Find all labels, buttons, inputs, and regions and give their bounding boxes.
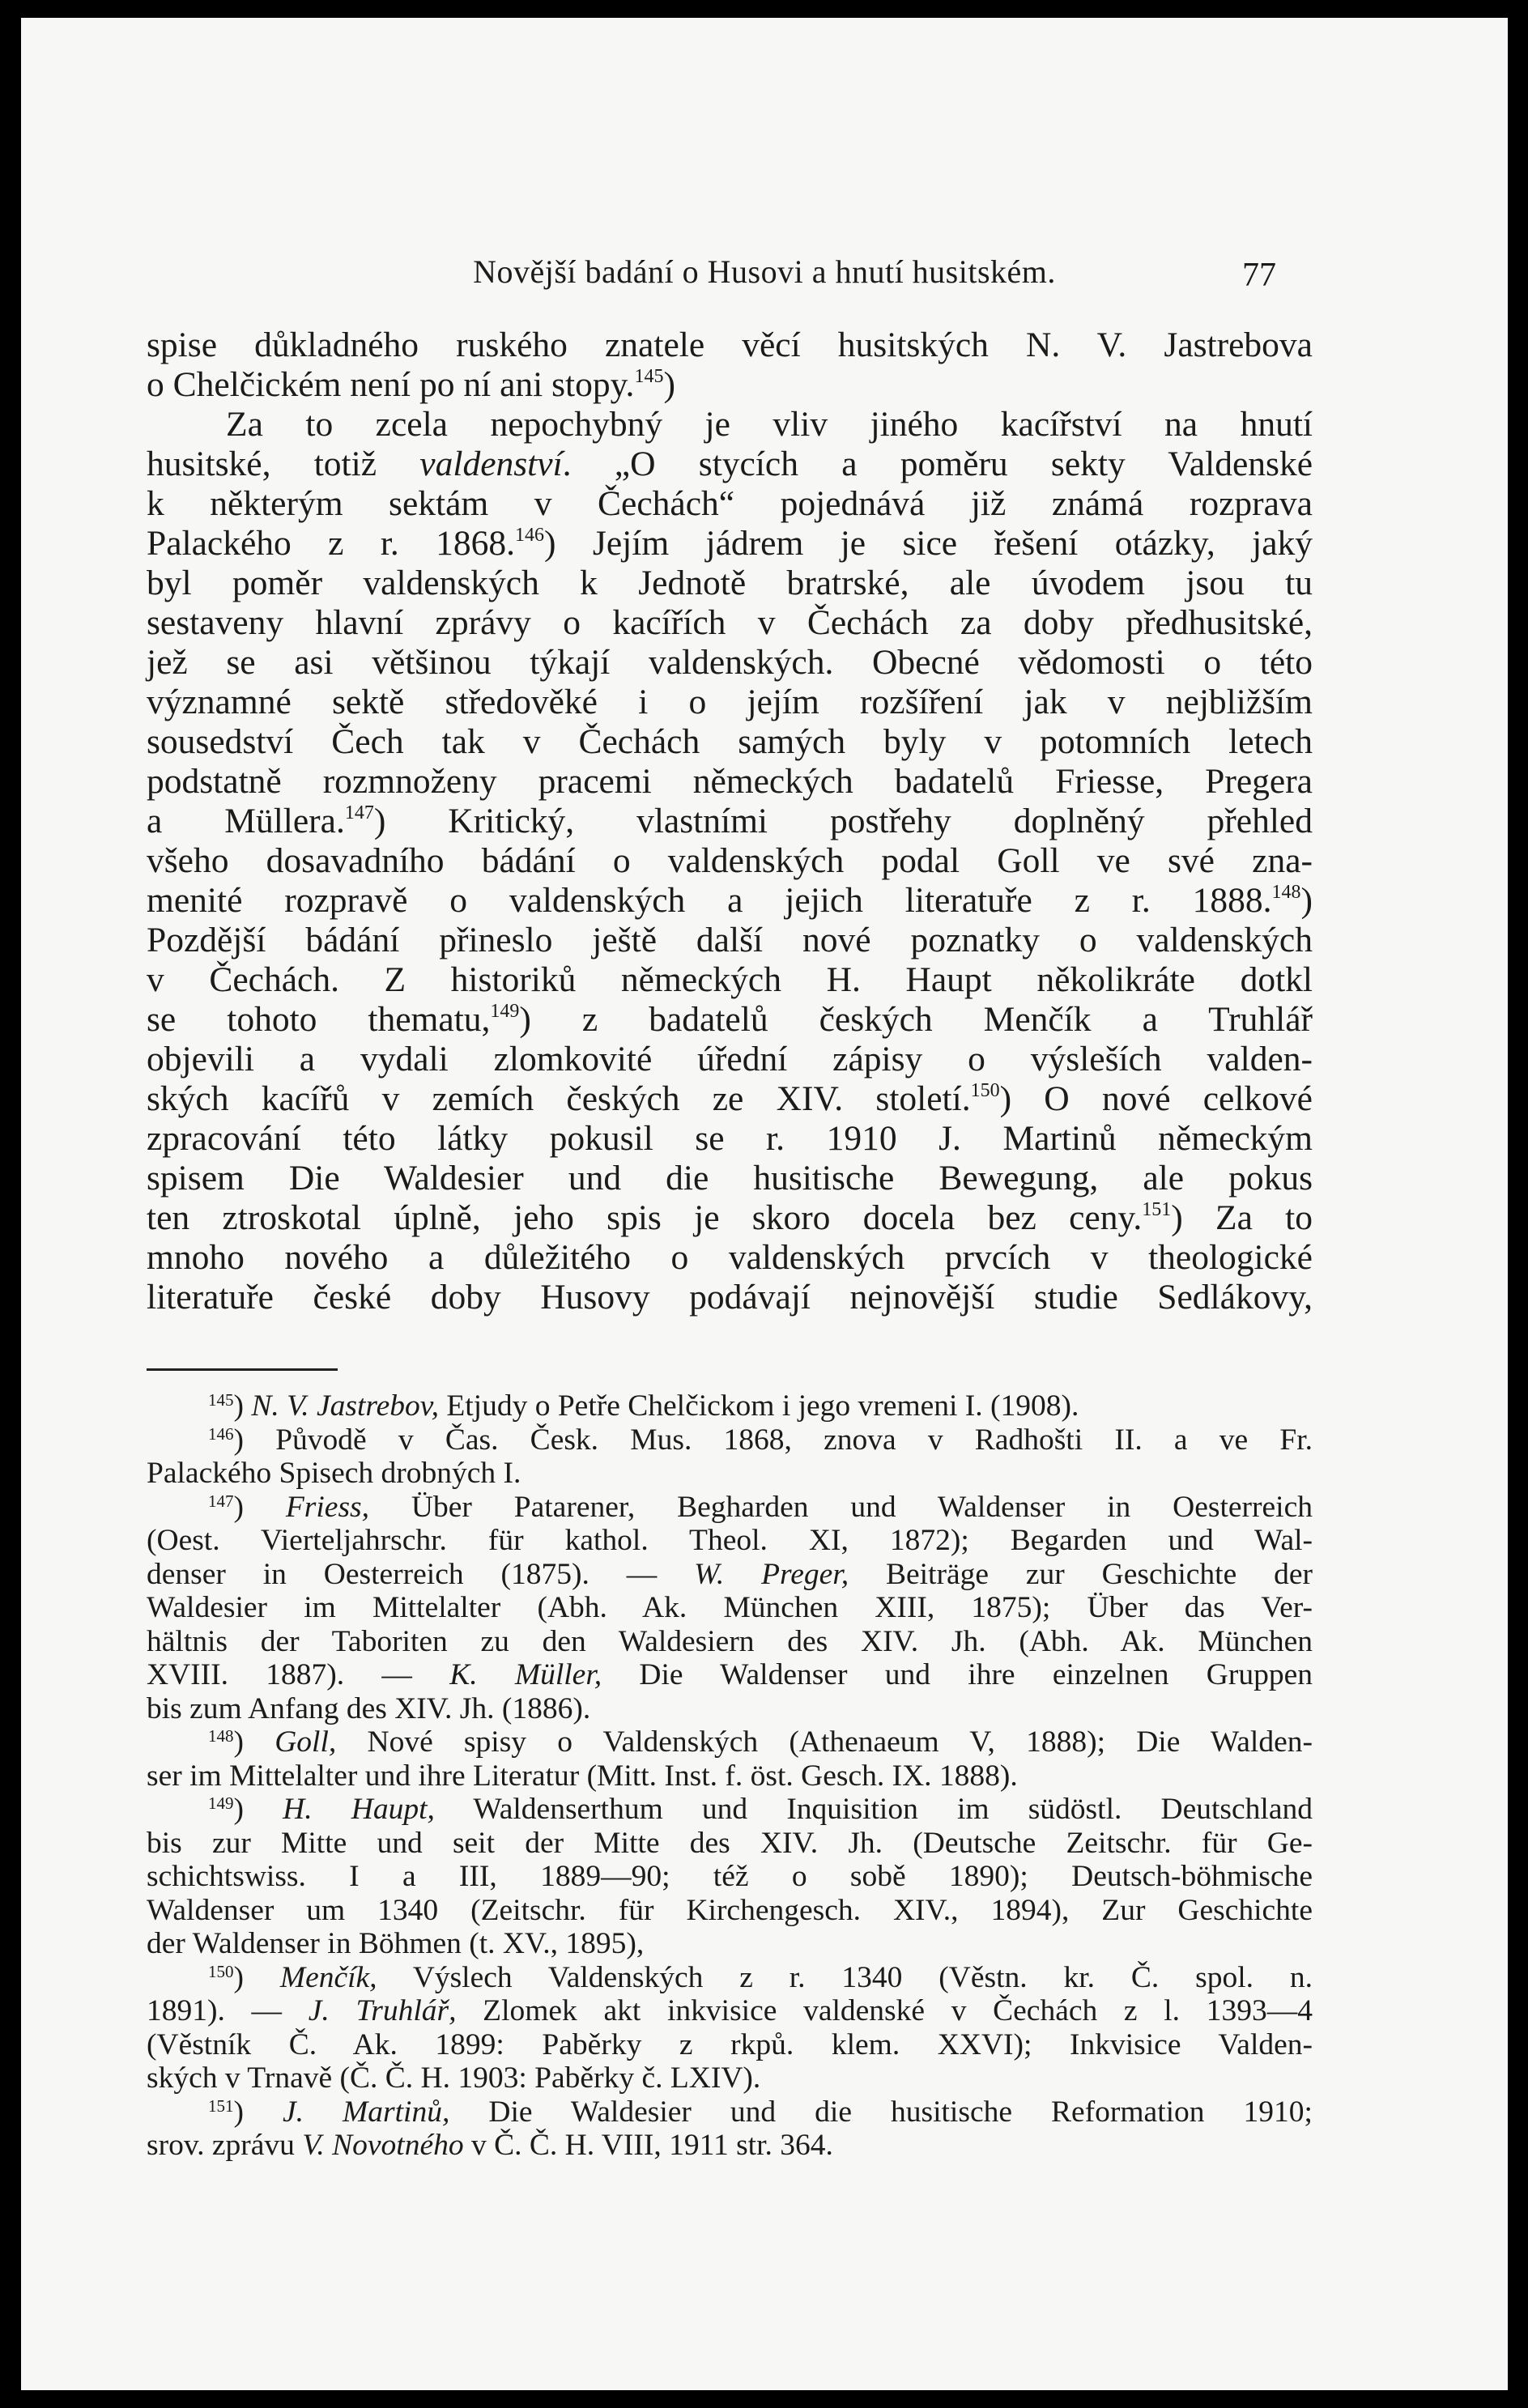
line-text: . „O stycích a poměru sekty Valdenské [562, 445, 1313, 483]
line-text: Die Waldesier und die husitische Reformation 1910; [449, 2095, 1313, 2129]
body-line [147, 683, 1313, 722]
line-text: byl poměr valdenských k Jednotě bratrské, ale úvodem jsou tu [147, 564, 1313, 602]
page-number: 77 [1242, 257, 1276, 294]
line-text: významné sektě středověké i o jejím rozšíření jak v nejbližším [147, 683, 1313, 721]
line-text: se tohoto thematu, [147, 1000, 491, 1039]
italic-text: Menčík, [279, 1960, 377, 1994]
line-text: Über Patarener, Begharden und Waldenser in Oesterreich [369, 1490, 1313, 1524]
line-text: (Věstník Č. Ak. 1899: Paběrky z rkpů. klem. XXVI); Inkvisice Valden- [147, 2027, 1313, 2061]
line-text: ) [233, 1960, 280, 1994]
body-line [147, 722, 1313, 762]
line-text: denser in Oesterreich (1875). — [147, 1557, 695, 1591]
line-text: bis zum Anfang des XIV. Jh. (1886). [147, 1691, 591, 1725]
line-text: Zlomek akt inkvisice valdenské v Čechách z l. 1393—4 [456, 1994, 1313, 2027]
footnote-reference: 149 [490, 1001, 520, 1022]
line-text: literatuře české doby Husovy podávají nejnovější studie Sedlákovy, [147, 1278, 1313, 1317]
footnote-reference: 147 [344, 802, 374, 823]
line-text: husitské, totiž [147, 445, 420, 483]
italic-text: J. Martinů, [283, 2095, 450, 2129]
line-text: ten ztroskotal úplně, jeho spis je skoro docela bez ceny. [147, 1198, 1143, 1237]
body-line [147, 921, 1313, 960]
line-text: ) Kritický, vlastními postřehy doplněný přehled [373, 802, 1313, 840]
line-text: jež se asi většinou týkají valdenských. Obecné vědomosti o této [147, 643, 1313, 682]
line-text: ) Za to [1171, 1198, 1313, 1237]
footnote-line [147, 1524, 1313, 1558]
footnote-line [147, 1894, 1313, 1928]
footnote-line [147, 1625, 1313, 1659]
running-title: Novější badání o Husovi a hnutí husitském. [473, 253, 1056, 290]
line-text: spisem Die Waldesier und die husitische Bewegung, ale pokus [147, 1159, 1313, 1198]
body-line [147, 960, 1313, 1000]
line-text: ) [233, 1490, 286, 1524]
footnote-reference: 148 [1271, 882, 1301, 903]
body-line [147, 1079, 1313, 1119]
line-text: ) [233, 1793, 283, 1826]
line-text: bis zur Mitte und seit der Mitte des XIV. Jh. (Deutsche Zeitschr. für Ge- [147, 1826, 1313, 1860]
body-line [147, 365, 1313, 405]
line-text: podstatně rozmnoženy pracemi německých badatelů Friesse, Pregera [147, 762, 1313, 801]
line-text: v Čechách. Z historiků německých H. Haupt několikráte dotkl [147, 960, 1313, 999]
line-text: (Oest. Vierteljahrschr. für kathol. Theol. XI, 1872); Begarden und Wal- [147, 1524, 1313, 1557]
line-text: k některým sektám v Čechách“ pojednává již známá rozprava [147, 484, 1313, 523]
line-text: schichtswiss. I a III, 1889—90; též o sobě 1890); Deutsch-böhmische [147, 1860, 1313, 1893]
footnote-line [147, 1927, 1313, 1961]
line-text: Die Waldenser und ihre einzelnen Gruppen [602, 1658, 1313, 1691]
footnote-line [147, 1423, 1313, 1457]
footnote-line [147, 2028, 1313, 2062]
line-text: Palackého Spisech drobných I. [147, 1457, 521, 1490]
footnote-marker: 151 [208, 2095, 234, 2116]
footnote-line [147, 1961, 1313, 1995]
line-text: ) [233, 1725, 275, 1759]
footnote-marker: 149 [208, 1793, 234, 1813]
italic-text: valdenství [419, 445, 563, 483]
line-text: mnoho nového a důležitého o valdenských prvcích v theologické [147, 1238, 1313, 1277]
body-line [147, 1278, 1313, 1317]
line-text: ských kacířů v zemích českých ze XIV. století. [147, 1079, 971, 1118]
body-line [147, 841, 1313, 881]
footnote-reference: 146 [515, 525, 545, 546]
body-line [147, 484, 1313, 524]
line-text: Waldenserthum und Inquisition im südöstl. Deutschland [434, 1793, 1313, 1826]
body-line [147, 325, 1313, 365]
line-text: ) Jejím jádrem je sice řešení otázky, jaký [544, 524, 1313, 563]
footnote-marker: 145 [208, 1390, 234, 1410]
footnote-line [147, 1692, 1313, 1726]
footnote-divider [147, 1368, 338, 1371]
line-text: Beiträge zur Geschichte der [849, 1557, 1313, 1591]
line-text: Pozdější bádání přineslo ještě další nové poznatky o valdenských [147, 921, 1313, 959]
body-line [147, 603, 1313, 643]
footnote-reference: 145 [634, 366, 664, 387]
footnote-line [147, 2129, 1313, 2163]
italic-text: N. V. Jastrebov, [251, 1389, 439, 1423]
footnote-line [147, 1491, 1313, 1525]
footnote-line [147, 1389, 1313, 1423]
body-line [147, 881, 1313, 921]
line-text: o Chelčickém není po ní ani stopy. [147, 365, 635, 404]
footnote-marker: 147 [208, 1491, 234, 1511]
line-text: Etjudy o Petře Chelčickom i jego vremeni I. (1908). [438, 1389, 1079, 1423]
footnote-line [147, 1827, 1313, 1861]
italic-text: W. Preger, [694, 1557, 849, 1591]
line-text: ) [663, 365, 675, 404]
line-text: hältnis der Taboriten zu den Waldesiern des XIV. Jh. (Abh. Ak. München [147, 1624, 1313, 1658]
line-text: ser im Mittelalter und ihre Literatur (Mitt. Inst. f. öst. Gesch. IX. 1888). [147, 1759, 1018, 1793]
footnotes [147, 1389, 1313, 2163]
body-line [147, 1198, 1313, 1238]
line-text: ) Původě v Čas. Česk. Mus. 1868, znova v Radhošti II. a ve Fr. [233, 1423, 1313, 1457]
footnote-line [147, 1558, 1313, 1592]
footnote-line [147, 1793, 1313, 1827]
italic-text: V. Novotného [302, 2129, 464, 2162]
italic-text: Friess, [285, 1490, 370, 1524]
line-text: XVIII. 1887). — [147, 1658, 450, 1691]
italic-text: J. Truhlář, [308, 1994, 457, 2027]
body-line [147, 1159, 1313, 1198]
footnote-line [147, 1725, 1313, 1759]
book-page [21, 18, 1508, 2390]
line-text: sestaveny hlavní zprávy o kacířích v Čechách za doby předhusitské, [147, 603, 1313, 642]
footnote-line [147, 1457, 1313, 1491]
body-line [147, 762, 1313, 802]
body-line [147, 643, 1313, 683]
line-text: zpracování této látky pokusil se r. 1910 J. Martinů německým [147, 1119, 1313, 1158]
page-header [21, 253, 1508, 301]
line-text: v Č. Č. H. VIII, 1911 str. 364. [463, 2129, 833, 2162]
line-text: všeho dosavadního bádání o valdenských podal Goll ve své zna- [147, 841, 1313, 880]
footnote-reference: 151 [1142, 1199, 1172, 1220]
body-line [147, 524, 1313, 564]
line-text: spise důkladného ruského znatele věcí husitských N. V. Jastrebova [147, 325, 1313, 364]
body-line [147, 445, 1313, 484]
footnote-line [147, 2061, 1313, 2095]
body-line [147, 802, 1313, 841]
footnote-reference: 150 [970, 1080, 1000, 1101]
footnote-line [147, 1860, 1313, 1894]
line-text: Palackého z r. 1868. [147, 524, 516, 563]
line-text: ských v Trnavě (Č. Č. H. 1903: Paběrky č. LXIV). [147, 2061, 761, 2095]
line-text: Nové spisy o Valdenských (Athenaeum V, 1888); Die Walden- [336, 1725, 1313, 1759]
line-text: 1891). — [147, 1994, 309, 2027]
line-text: menité rozpravě o valdenských a jejich literatuře z r. 1888. [147, 881, 1272, 920]
footnote-marker: 146 [208, 1423, 234, 1444]
line-text: der Waldenser in Böhmen (t. XV., 1895), [147, 1927, 645, 1960]
body-line [147, 405, 1313, 445]
italic-text: K. Müller, [449, 1658, 602, 1691]
line-text: a Müllera. [147, 802, 345, 840]
footnote-marker: 150 [208, 1961, 234, 1981]
body-line [147, 1040, 1313, 1079]
footnote-marker: 148 [208, 1726, 234, 1746]
line-text: Waldenser um 1340 (Zeitschr. für Kirchengesch. XIV., 1894), Zur Geschichte [147, 1893, 1313, 1927]
line-text: ) O nové celkové [999, 1079, 1313, 1118]
line-text: objevili a vydali zlomkovité úřední zápisy o výsleších valden- [147, 1040, 1313, 1078]
line-text: ) [233, 2095, 283, 2129]
line-text: Výslech Valdenských z r. 1340 (Věstn. kr. Č. spol. n. [377, 1960, 1313, 1994]
footnote-line [147, 2095, 1313, 2129]
line-text: ) [1300, 881, 1313, 920]
footnote-line [147, 1994, 1313, 2028]
body-line [147, 1119, 1313, 1159]
line-text: sousedství Čech tak v Čechách samých byly v potomních letech [147, 722, 1313, 761]
body-text [147, 325, 1313, 1317]
footnote-line [147, 1591, 1313, 1625]
line-text: Waldesier im Mittelalter (Abh. Ak. München XIII, 1875); Über das Ver- [147, 1591, 1313, 1624]
line-text: srov. zprávu [147, 2129, 303, 2162]
body-line [147, 1000, 1313, 1040]
line-text: ) z badatelů českých Menčík a Truhlář [519, 1000, 1313, 1039]
line-text: Za to zcela nepochybný je vliv jiného kacířství na hnutí [226, 405, 1313, 444]
italic-text: Goll, [275, 1725, 337, 1759]
body-line [147, 1238, 1313, 1278]
footnote-line [147, 1658, 1313, 1692]
body-line [147, 564, 1313, 603]
italic-text: H. Haupt, [283, 1793, 435, 1826]
line-text: ) [233, 1389, 252, 1423]
footnote-line [147, 1759, 1313, 1793]
